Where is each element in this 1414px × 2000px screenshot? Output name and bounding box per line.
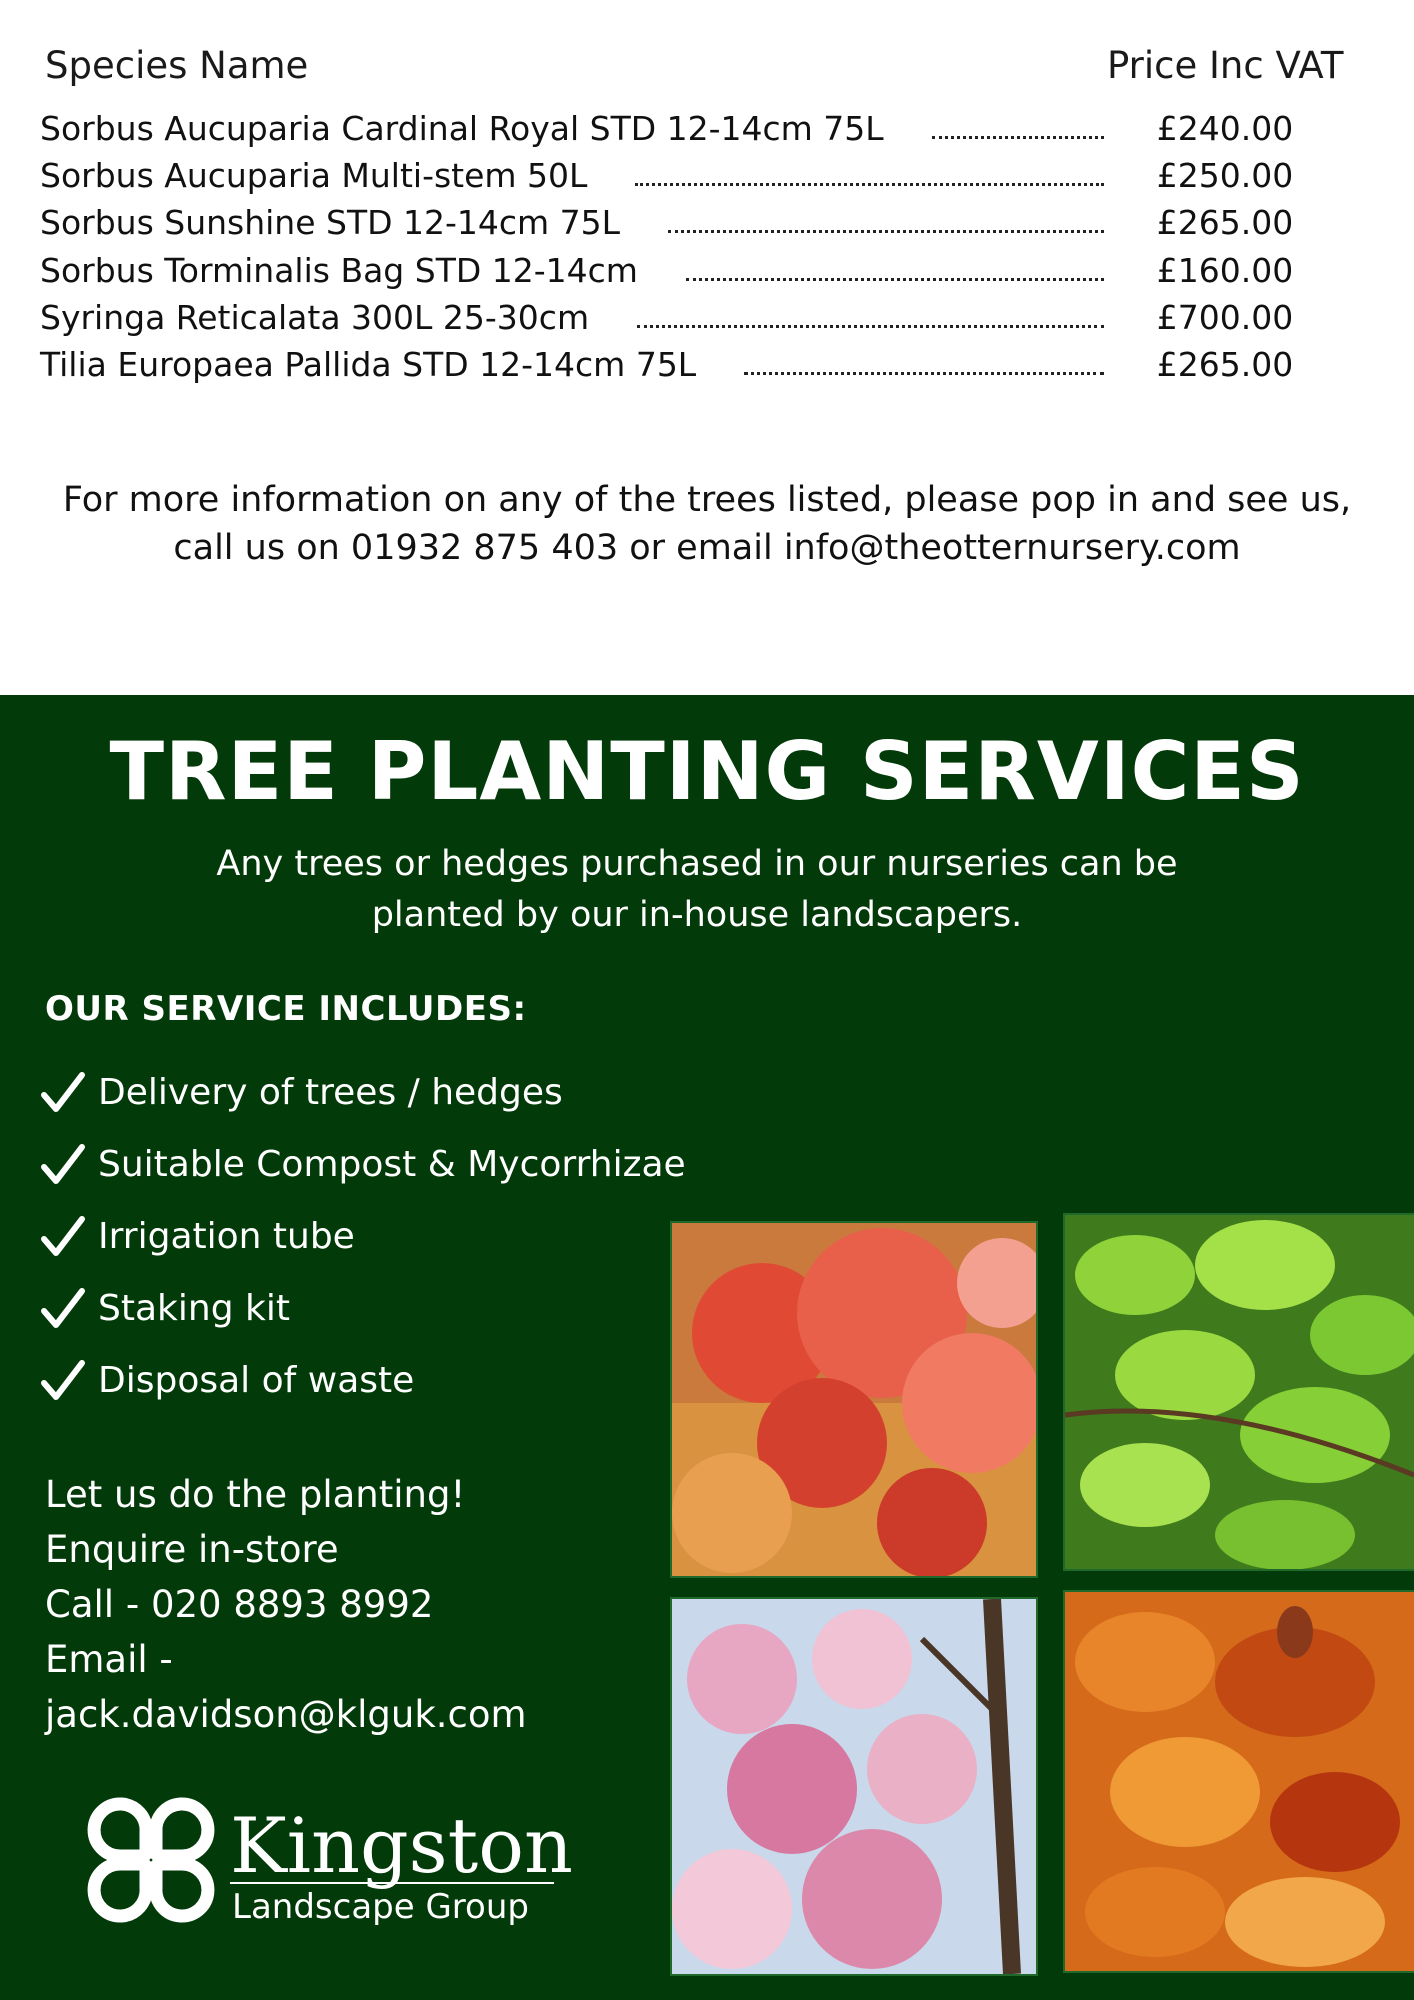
info-line: call us on 01932 875 403 or email info@theotternursery.com [173,528,1241,568]
price-row [40,155,1300,195]
checkmark-icon [40,1141,86,1187]
species-price: £240.00 [1156,109,1294,148]
email-label: Email - [45,1638,173,1681]
service-includes-heading: OUR SERVICE INCLUDES: [45,989,527,1029]
cta-line: Let us do the planting! [45,1473,466,1516]
dot-leader [635,183,1104,186]
phone-line: Call - 020 8893 8992 [45,1583,434,1626]
service-item-label: Suitable Compost & Mycorrhizae [98,1143,686,1185]
price-row [40,108,1300,148]
price-header: Price Inc VAT [1107,44,1344,87]
service-item [40,1211,355,1261]
dot-leader [744,372,1104,375]
species-name: Sorbus Torminalis Bag STD 12-14cm [40,251,638,290]
orange-autumn-leaves-photo [1063,1590,1414,1973]
species-name: Tilia Europaea Pallida STD 12-14cm 75L [40,345,697,384]
service-item [40,1139,686,1189]
price-row [40,202,1300,242]
service-item-label: Delivery of trees / hedges [98,1071,563,1113]
species-name-header: Species Name [45,44,309,87]
species-price: £265.00 [1156,203,1294,242]
species-name: Syringa Reticalata 300L 25-30cm [40,298,590,337]
checkmark-icon [40,1069,86,1115]
species-name: Sorbus Aucuparia Multi-stem 50L [40,156,588,195]
dot-leader [668,230,1104,233]
service-item-label: Disposal of waste [98,1359,415,1401]
dot-leader [686,278,1104,281]
species-price: £700.00 [1156,298,1294,337]
green-beech-leaves-photo [1063,1213,1414,1571]
services-intro [0,839,1394,941]
logo-name: Kingston [230,1801,573,1890]
service-item-label: Staking kit [98,1287,290,1329]
info-text [0,476,1414,572]
quatrefoil-logo-icon [94,1804,208,1916]
red-maple-leaves-photo [670,1221,1038,1578]
dot-leader [932,136,1104,139]
species-price: £250.00 [1156,156,1294,195]
email-address[interactable]: jack.davidson@klguk.com [45,1693,527,1736]
service-item [40,1283,290,1333]
service-item [40,1355,414,1405]
species-name: Sorbus Sunshine STD 12-14cm 75L [40,203,621,242]
intro-line: Any trees or hedges purchased in our nurseries can be [216,844,1178,884]
logo-subtitle: Landscape Group [232,1887,529,1927]
pink-magnolia-photo [670,1597,1038,1976]
price-row [40,297,1300,337]
intro-line: planted by our in-house landscapers. [371,895,1023,935]
checkmark-icon [40,1285,86,1331]
price-row [40,344,1300,384]
checkmark-icon [40,1213,86,1259]
info-line: For more information on any of the trees listed, please pop in and see us, [62,480,1352,520]
price-row [40,250,1300,290]
checkmark-icon [40,1357,86,1403]
services-title: TREE PLANTING SERVICES [109,725,1305,818]
service-item-label: Irrigation tube [98,1215,355,1257]
kingston-logo [80,1790,600,1930]
species-price: £265.00 [1156,345,1294,384]
enquire-line: Enquire in-store [45,1528,339,1571]
dot-leader [637,325,1104,328]
species-price: £160.00 [1156,251,1294,290]
service-item [40,1067,563,1117]
species-name: Sorbus Aucuparia Cardinal Royal STD 12-14cm 75L [40,109,884,148]
